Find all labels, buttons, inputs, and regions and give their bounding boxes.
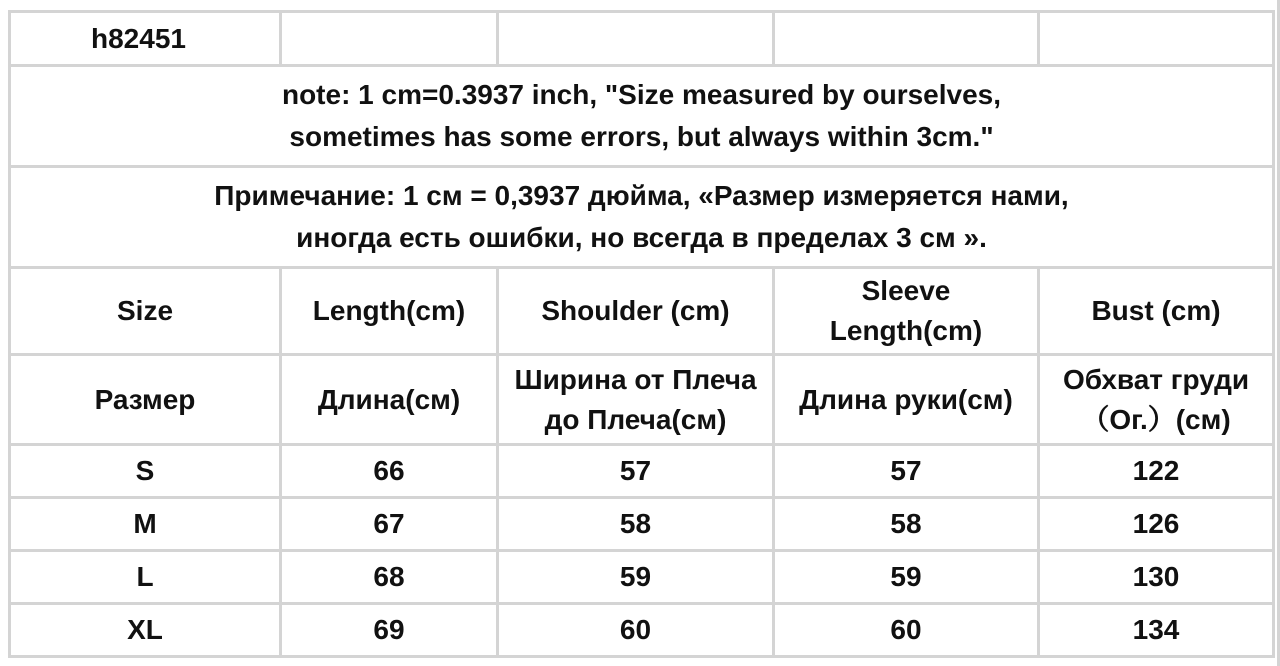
empty-cell <box>498 12 774 66</box>
empty-cell <box>1039 12 1274 66</box>
empty-cell <box>774 12 1039 66</box>
header-ru-bust-line2: （Ог.）(см) <box>1081 403 1231 435</box>
shoulder-cell: 58 <box>498 498 774 551</box>
size-cell: XL <box>10 604 281 657</box>
header-ru-length: Длина(см) <box>281 355 498 445</box>
table-row <box>10 551 1274 604</box>
size-chart-sheet <box>8 10 1272 656</box>
size-cell: S <box>10 445 281 498</box>
size-cell: L <box>10 551 281 604</box>
length-cell: 66 <box>281 445 498 498</box>
size-chart-table <box>8 10 1275 658</box>
note-en-row <box>10 66 1274 167</box>
header-ru-bust-line1: Обхват груди <box>1062 363 1250 395</box>
note-ru-line2: иногда есть ошибки, но всегда в пределах 3 см ». <box>296 222 987 253</box>
shoulder-cell: 57 <box>498 445 774 498</box>
header-sleeve-line1: Sleeve <box>861 275 951 306</box>
sleeve-cell: 57 <box>774 445 1039 498</box>
sleeve-cell: 60 <box>774 604 1039 657</box>
shoulder-cell: 60 <box>498 604 774 657</box>
note-ru-line1: Примечание: 1 см = 0,3937 дюйма, «Размер измеряется нами, <box>214 180 1069 211</box>
length-cell: 67 <box>281 498 498 551</box>
sleeve-cell: 59 <box>774 551 1039 604</box>
table-row <box>10 445 1274 498</box>
table-row <box>10 498 1274 551</box>
header-en-row <box>10 268 1274 355</box>
bust-cell: 126 <box>1039 498 1274 551</box>
note-en-line2: sometimes has some errors, but always within 3cm." <box>289 121 994 152</box>
header-ru-shoulder-line1: Ширина от Плеча <box>514 363 757 395</box>
empty-cell <box>281 12 498 66</box>
header-shoulder: Shoulder (cm) <box>498 268 774 355</box>
header-ru-shoulder <box>498 355 774 445</box>
length-cell: 69 <box>281 604 498 657</box>
note-ru-row <box>10 167 1274 268</box>
note-ru <box>10 167 1274 268</box>
header-ru-shoulder-line2: до Плеча(см) <box>544 403 727 435</box>
model-code: h82451 <box>10 12 281 66</box>
header-ru-size: Размер <box>10 355 281 445</box>
length-cell: 68 <box>281 551 498 604</box>
note-en <box>10 66 1274 167</box>
shoulder-cell: 59 <box>498 551 774 604</box>
bust-cell: 130 <box>1039 551 1274 604</box>
header-bust: Bust (cm) <box>1039 268 1274 355</box>
header-ru-row <box>10 355 1274 445</box>
note-en-line1: note: 1 cm=0.3937 inch, "Size measured by ourselves, <box>281 79 1002 110</box>
sleeve-cell: 58 <box>774 498 1039 551</box>
model-row <box>10 12 1274 66</box>
header-ru-sleeve: Длина руки(см) <box>774 355 1039 445</box>
header-length: Length(cm) <box>281 268 498 355</box>
header-size: Size <box>10 268 281 355</box>
size-cell: M <box>10 498 281 551</box>
table-row <box>10 604 1274 657</box>
bust-cell: 134 <box>1039 604 1274 657</box>
bust-cell: 122 <box>1039 445 1274 498</box>
header-ru-bust <box>1039 355 1274 445</box>
header-sleeve-line2: Length(cm) <box>829 315 983 346</box>
header-sleeve <box>774 268 1039 355</box>
